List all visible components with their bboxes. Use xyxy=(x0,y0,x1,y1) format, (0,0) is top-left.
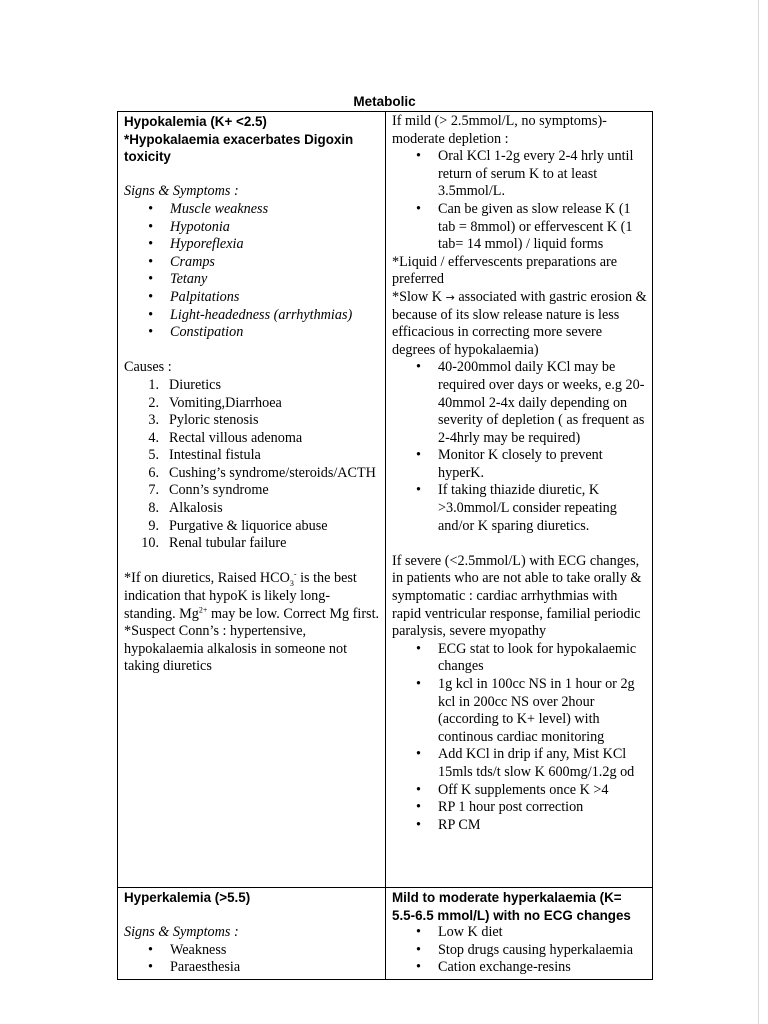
list-item: 3. Pyloric stenosis xyxy=(148,412,259,429)
dose-list xyxy=(392,359,648,535)
list-item: 1. Diuretics xyxy=(148,376,222,393)
list-item: • Can be given as slow release K (1 tab = 8mmol) or effervescent K (1 tab= 14 mmol) / liquid forms xyxy=(416,200,633,253)
bullet-icon: • xyxy=(148,941,153,958)
list-item: • Oral KCl 1-2g every 2-4 hrly until return of serum K to at least 3.5mmol/L. xyxy=(416,148,634,200)
hyper-treatment-list xyxy=(392,924,648,977)
hypokalemia-heading: Hypokalemia (K+ <2.5) xyxy=(124,114,267,129)
list-item: 9. Purgative & liquorice abuse xyxy=(148,517,328,534)
list-item: • Stop drugs causing hyperkalaemia xyxy=(416,941,634,958)
bullet-icon: • xyxy=(148,253,153,270)
list-item: • Constipation xyxy=(148,324,244,341)
list-item: • Weakness xyxy=(148,941,227,958)
bullet-icon: • xyxy=(416,359,421,376)
liquid-note: *Liquid / effervescents preparations are preferred xyxy=(392,253,618,288)
diuretics-note: *If on diuretics, Raised $HCO_3^-$ is the best indication that hypoK is likely long-standing. $Mg^{2+}$ may be low. Correct Mg first. xyxy=(124,569,380,622)
list-item: • Monitor K closely to prevent hyperK. xyxy=(416,447,603,481)
list-item: • RP 1 hour post correction xyxy=(416,799,584,816)
slowk-note: *Slow K → associated with gastric erosion & because of its slow release nature is less efficacious in correcting more severe degrees of hypokalaemia) xyxy=(392,288,647,358)
bullet-icon: • xyxy=(416,640,421,657)
list-item: • 1g kcl in 100cc NS in 1 hour or 2g kcl in 200cc NS over 2hour (according to K+ level) with continous cardiac monitoring xyxy=(416,676,635,745)
list-item: 8. Alkalosis xyxy=(148,500,223,517)
table-row xyxy=(118,112,653,888)
list-item: • 40-200mmol daily KCl may be required over days or weeks, e.g 20-40mmol 2-4x daily depending on severity of depletion ( as frequent as 2-4hrly may be required) xyxy=(416,359,645,446)
hypokalemia-cell xyxy=(118,112,386,888)
severe-list xyxy=(392,641,648,835)
bullet-icon: • xyxy=(416,447,421,464)
bullet-icon: • xyxy=(148,271,153,288)
bullet-icon: • xyxy=(416,799,421,816)
bullet-icon: • xyxy=(148,288,153,305)
bullet-icon: • xyxy=(148,236,153,253)
hyperkalemia-cell xyxy=(118,888,386,980)
bullet-icon: • xyxy=(416,676,421,692)
page-title: Metabolic xyxy=(353,94,416,109)
bullet-icon: • xyxy=(416,200,421,217)
list-item: • Low K diet xyxy=(416,924,503,941)
table-row xyxy=(118,888,653,980)
list-item: • RP CM xyxy=(416,816,481,833)
list-item: 2. Vomiting,Diarrhoea xyxy=(148,394,282,411)
list-item: • Paraesthesia xyxy=(148,959,241,976)
bullet-icon: • xyxy=(416,482,421,499)
hypo-treatment-cell xyxy=(386,112,653,888)
list-item: 6. Cushing’s syndrome/steroids/ACTH xyxy=(148,464,376,481)
list-item: • Muscle weakness xyxy=(148,200,269,217)
signs-list xyxy=(124,201,381,342)
hyper-treatment-heading: Mild to moderate hyperkalaemia (K= 5.5-6.5 mmol/L) with no ECG changes xyxy=(392,890,631,923)
bullet-icon: • xyxy=(416,781,421,798)
list-item: • If taking thiazide diuretic, K >3.0mmol/L consider repeating and/or K sparing diuretics. xyxy=(416,482,617,534)
signs-label: Signs & Symptoms : xyxy=(124,183,239,200)
bullet-icon: • xyxy=(416,941,421,958)
bullet-icon: • xyxy=(416,924,421,941)
mild-list xyxy=(392,148,648,254)
conns-note: *Suspect Conn’s : hypertensive, hypokalaemia alkalosis in someone not taking diuretics xyxy=(124,623,348,675)
list-item: • Palpitations xyxy=(148,288,240,305)
list-item: 7. Conn’s syndrome xyxy=(148,482,269,499)
hyper-treatment-cell xyxy=(386,888,653,980)
arrow-icon: → xyxy=(445,290,455,304)
page-edge xyxy=(758,0,759,1024)
list-item: • Off K supplements once K >4 xyxy=(416,781,609,798)
causes-label: Causes : xyxy=(124,359,172,376)
bullet-icon: • xyxy=(416,959,421,976)
bullet-icon: • xyxy=(148,200,153,217)
metabolic-table xyxy=(117,111,653,980)
list-item: 4. Rectal villous adenoma xyxy=(148,429,303,446)
mild-intro: If mild (> 2.5mmol/L, no symptoms)- moderate depletion : xyxy=(392,113,607,147)
list-item: • Hyporeflexia xyxy=(148,236,244,253)
list-item: • Tetany xyxy=(148,271,208,288)
list-item: 10. Renal tubular failure xyxy=(141,535,287,552)
bullet-icon: • xyxy=(416,816,421,833)
causes-list xyxy=(124,377,381,553)
list-item: • Hypotonia xyxy=(148,218,230,235)
bullet-icon: • xyxy=(148,218,153,235)
bullet-icon: • xyxy=(416,148,421,165)
list-item: • Cation exchange-resins xyxy=(416,959,571,976)
list-item: • Add KCl in drip if any, Mist KCl 15mls tds/t slow K 600mg/1.2g od xyxy=(416,746,635,780)
hyper-signs-list xyxy=(124,942,381,977)
hyperkalemia-heading: Hyperkalemia (>5.5) xyxy=(124,890,251,905)
bullet-icon: • xyxy=(148,306,153,323)
list-item: • Light-headedness (arrhythmias) xyxy=(148,306,353,323)
bullet-icon: • xyxy=(416,746,421,763)
severe-intro: If severe (<2.5mmol/L) with ECG changes, in patients who are not able to take orally & symptomatic : cardiac arrhythmias with rapid ventricular response, familial periodic paralysis, severe myopathy xyxy=(392,552,642,640)
list-item: • Cramps xyxy=(148,253,215,270)
list-item: • ECG stat to look for hypokalaemic changes xyxy=(416,640,637,675)
bullet-icon: • xyxy=(148,959,153,976)
list-item: 5. Intestinal fistula xyxy=(148,447,261,464)
hyper-signs-label: Signs & Symptoms : xyxy=(124,924,239,941)
bullet-icon: • xyxy=(148,324,153,341)
digoxin-warning: *Hypokalaemia exacerbates Digoxin toxicity xyxy=(124,131,354,165)
